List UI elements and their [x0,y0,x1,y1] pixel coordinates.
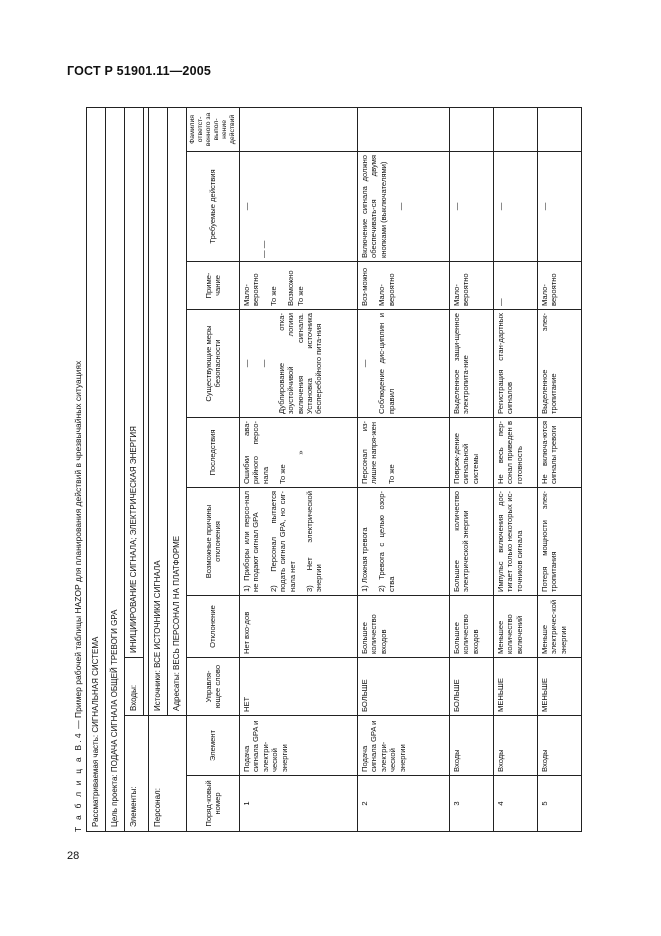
cause-entry: 2) Тревога с целью озор-ства [377,491,396,592]
row-word: НЕТ [240,658,358,716]
row-action [450,152,494,262]
document-header: ГОСТ Р 51901.11—2005 [67,64,212,78]
row-responsible [494,107,538,151]
consequence-entry: Не весь пер-сонал приведен в готовность [496,421,524,484]
page-number: 28 [67,850,80,862]
goal-row: Цель проекта: ПОДАЧА СИГНАЛА ОБЩЕЙ ТРЕВОГИ GPA [106,107,125,831]
row-measure [240,310,358,418]
cause-entry: Большее количество электрической энергии [452,491,471,592]
row-cause [358,488,450,596]
col-header: Приме-чание [187,262,240,310]
row-measure [450,310,494,418]
measure-entry: Регистрация стан-дартных сигналов [496,313,515,414]
action-entry: — [540,202,549,211]
elements-label: Элементы: [125,716,149,832]
row-element: Входы [450,716,494,776]
consequence-entry: Не включа-ются сигналы тревоги [540,421,559,484]
note-entry: Мало-вероятно [540,273,559,306]
action-entry: — [496,202,505,211]
row-note [538,262,582,310]
row-number: 3 [450,776,494,832]
table-row [358,107,450,831]
table-row [240,107,358,831]
action-entry: — [396,202,406,211]
table-row [538,107,582,831]
cause-entry: 1) Приборы или персо-нал не подают сигнал GPA [242,491,261,592]
cause-entry: Импульс включения дос-тигает только некоторых ис-точников сигнала [496,491,524,592]
measure-entry: — [259,359,269,368]
col-header: Поряд-ковый номер [187,776,240,832]
col-header: Фамилия ответст-венного за выпол-нение действий [187,107,240,151]
action-entry: — [452,202,461,211]
row-responsible [538,107,582,151]
note-entry: Мало-вероятно [452,273,471,306]
row-consequence [494,418,538,488]
row-number: 1 [240,776,358,832]
col-header: Управля-ющее слово [187,658,240,716]
inputs-label: Входы: [125,658,144,716]
note-entry: То же [268,286,278,306]
inputs-value: ИНИЦИИРОВАНИЕ СИГНАЛА; ЭЛЕКТРИЧЕСКАЯ ЭНЕРГИЯ [125,107,144,657]
row-number: 4 [494,776,538,832]
table-row [450,107,494,831]
row-action [358,152,450,262]
consequence-entry: Повреж-дение сигнальной системы [452,433,480,484]
hazop-table [86,107,582,832]
col-header: Элемент [187,716,240,776]
cause-entry: 2) Персонал пытается подать сигнал GPA, но сиг-нала нет [268,491,297,592]
measure-entry: — [360,359,369,368]
row-deviation: Меньше электричес-кой энергии [538,596,582,658]
system-row: Рассматриваемая часть: СИГНАЛЬНАЯ СИСТЕМА [87,107,106,831]
row-number: 5 [538,776,582,832]
row-word: МЕНЬШЕ [538,658,582,716]
table-caption [73,361,83,832]
row-consequence [358,418,450,488]
table-row [494,107,538,831]
row-responsible [240,107,358,151]
measure-entry: Соблюдение дис-циплин и правил [377,313,396,414]
row-cause [240,488,358,596]
consequence-entry: То же [278,464,288,484]
measure-entry: Выделенное элек-тропитание [540,313,559,414]
measure-entry: Выделенное защи-щенное электропита-ние [452,313,471,414]
col-header: Отклонение [187,596,240,658]
row-cause [450,488,494,596]
note-entry: Воз-можно [360,267,369,306]
row-element: Входы [538,716,582,776]
row-measure [494,310,538,418]
row-note [450,262,494,310]
row-deviation: Большее количество входов [358,596,450,658]
caption-text: — Пример рабочей таблицы HAZOP для планирования действий в чрезвычайных ситуациях [73,360,83,732]
row-note [240,262,358,310]
row-action [494,152,538,262]
row-responsible [358,107,450,151]
action-entry: — [242,202,251,211]
consequence-entry: Ошибки ава-рийного персо-нала [242,421,270,484]
note-entry: Мало-вероятно [242,273,261,306]
col-header: Требуемые действия [187,152,240,262]
col-header: Последствия [187,418,240,488]
row-note [358,262,450,310]
cause-entry: 3) Нет электрической энергии [305,491,324,592]
consequence-entry: То же [386,464,396,484]
row-word: БОЛЬШЕ [450,658,494,716]
row-cause [494,488,538,596]
addressees-row: Адресаты: ВЕСЬ ПЕРСОНАЛ НА ПЛАТФОРМЕ [168,107,187,715]
table-body [240,107,582,831]
caption-prefix: Т а б л и ц а В.4 [73,731,83,832]
row-action [538,152,582,262]
row-element: Входы [494,716,538,776]
sources-row: Источники: ВСЕ ИСТОЧНИКИ СИГНАЛА [149,107,168,715]
row-action [240,152,358,262]
note-entry: Возможно То же [286,270,305,306]
row-note [494,262,538,310]
personnel-label: Персонал: [149,716,187,832]
row-element: Подача сигнала GPA и электри-ческой энергии [240,716,358,776]
row-consequence [450,418,494,488]
measure-entry: Дублирование отка-зоустойчивой логики включения сигнала. Установка источника бесперебойного пита-ния [276,313,324,414]
measure-entry: — [242,359,251,368]
row-deviation: Нет вхо-дов [240,596,358,658]
col-header: Возможные причины отклонения [187,488,240,596]
row-word: БОЛЬШЕ [358,658,450,716]
row-number: 2 [358,776,450,832]
row-measure [358,310,450,418]
consequence-entry: » [295,450,305,455]
note-entry: — [496,298,505,306]
action-entry: Включение сигнала должно обеспечивать-ся двумя кнопками (выключателями) [360,155,388,258]
cause-entry: 1) Ложная тревога [360,527,369,592]
row-consequence [240,418,358,488]
action-entry: — — [259,240,269,258]
rotated-table-area [73,108,591,832]
row-deviation: Большее количество входов [450,596,494,658]
row-deviation: Меньшее количество включений [494,596,538,658]
row-element: Подача сигнала GPA и электри-ческой энергии [358,716,450,776]
row-responsible [450,107,494,151]
consequence-entry: Персонал из-лишне напря-жен [360,421,379,484]
row-measure [538,310,582,418]
row-word: МЕНЬШЕ [494,658,538,716]
note-entry: Мало-вероятно [377,273,396,306]
col-header: Существующие меры безопасности [187,310,240,418]
row-consequence [538,418,582,488]
cause-entry: Потеря мощности элек-тропитания [540,491,559,592]
row-cause [538,488,582,596]
